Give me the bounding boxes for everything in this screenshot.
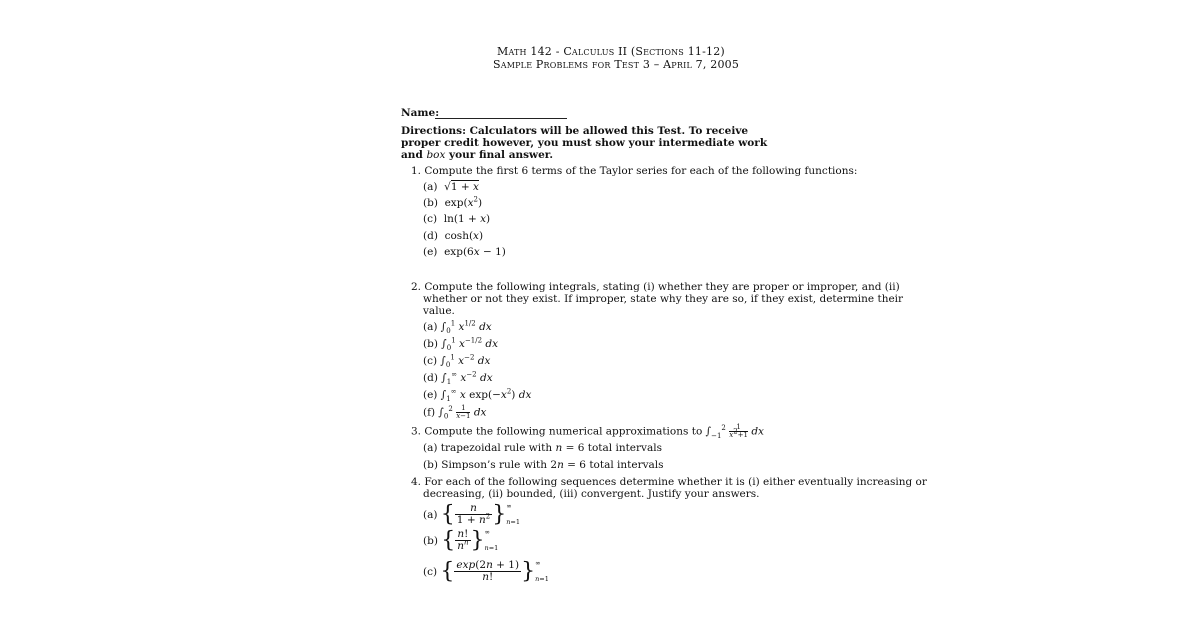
problem-2c: (c) $\int_0^1$ $x^{-2}$ dx xyxy=(423,353,491,370)
problem-4a: (a) { $\frac{n}{1 + n^2}$ } ∞ n=1 xyxy=(423,501,520,527)
problem-2b: (b) $\int_0^1$ $x^{-1/2}$ dx xyxy=(423,336,499,353)
problem-4-line-1: 4. For each of the following sequences determine whether it is (i) either eventually increasing or xyxy=(411,476,927,488)
directions-line-1: Directions: Calculators will be allowed this Test. To receive xyxy=(401,125,749,137)
name-field-line[interactable] xyxy=(435,118,567,119)
problem-2d: (d) $\int_1^\infty$ $x^{-2}$ dx xyxy=(423,370,493,387)
problem-2a: (a) $\int_0^1$ $x^{1/2}$ dx xyxy=(423,319,492,336)
problem-4-line-2: decreasing, (ii) bounded, (iii) convergent. Justify your answers. xyxy=(423,488,760,500)
directions-line-2: proper credit however, you must show your intermediate work xyxy=(401,137,768,149)
problem-4c: (c) { $\frac{\exp(2n + 1)}{n!}$ } ∞ n=1 xyxy=(423,558,549,584)
problem-1a: (a) √1 + x xyxy=(423,181,479,193)
problem-3: 3. Compute the following numerical approximations to $\int_{-1}^2$ $\frac{1}{x^2+1}$ dx xyxy=(411,423,764,440)
problem-3b: (b) Simpson’s rule with 2n = 6 total intervals xyxy=(423,459,664,471)
problem-1c: (c) ln(1 + x) xyxy=(423,213,491,225)
problem-2f: (f) $\int_0^2$ $\frac{1}{x-1}$ dx xyxy=(423,404,487,421)
problem-4b: (b) { $\frac{n!}{n^n}$ } ∞ n=1 xyxy=(423,527,499,553)
problem-2-line-2: whether or not they exist. If improper, state why they are so, if they exist, determine their xyxy=(423,293,904,305)
problem-1b: (b) $\exp(x^2)$ xyxy=(423,195,483,209)
problem-3a: (a) trapezoidal rule with n = 6 total intervals xyxy=(423,442,662,454)
problem-1d: (d) cosh(x) xyxy=(423,230,484,242)
problem-1e: (e) exp(6x − 1) xyxy=(423,246,506,258)
problem-2-line-1: 2. Compute the following integrals, stating (i) whether they are proper or improper, and (ii) xyxy=(411,281,900,293)
name-label: Name: xyxy=(401,107,440,119)
problem-2-line-3: value. xyxy=(423,305,455,317)
header-title: Math 142 - Calculus II (Sections 11-12) xyxy=(497,45,725,58)
problem-2e: (e) $\int_1^\infty$ x $\exp(-x^2)$ dx xyxy=(423,387,532,404)
directions-line-3: and box your final answer. xyxy=(401,149,553,161)
problem-1: 1. Compute the first 6 terms of the Taylor series for each of the following functions: xyxy=(411,165,858,177)
header-subtitle: Sample Problems for Test 3 – April 7, 2005 xyxy=(493,58,740,71)
